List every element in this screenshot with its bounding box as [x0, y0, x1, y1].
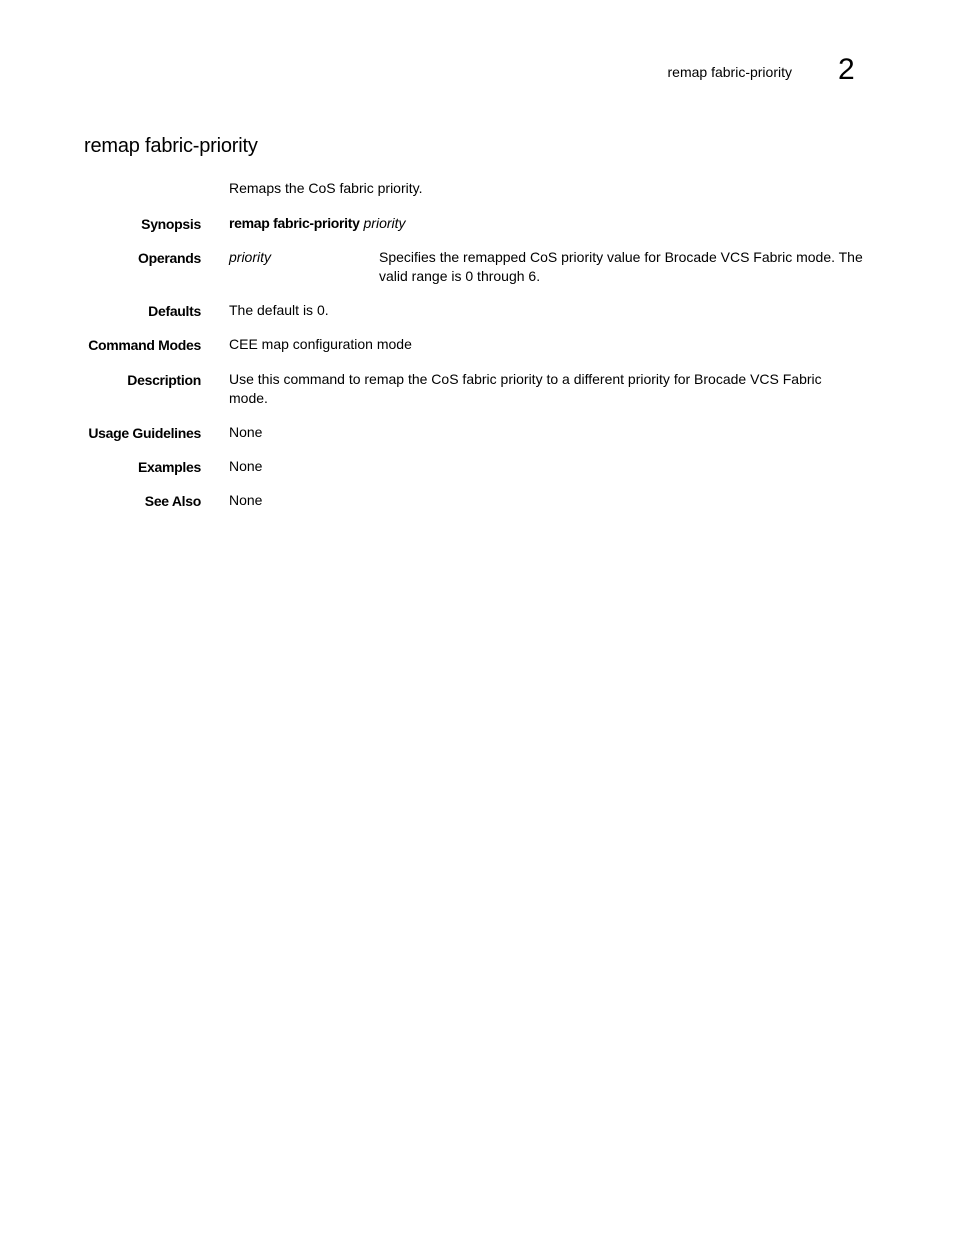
command-modes-label: Command Modes — [88, 337, 201, 353]
description-value: Use this command to remap the CoS fabric priority to a different priority for Brocade VCS Fabric mode. — [229, 371, 822, 406]
defaults-value: The default is 0. — [229, 302, 329, 318]
synopsis-value — [229, 214, 406, 233]
synopsis-argument: priority — [363, 215, 406, 231]
chapter-number: 2 — [838, 53, 855, 86]
operands-label: Operands — [138, 250, 201, 266]
defaults-label: Defaults — [148, 303, 201, 319]
command-modes-value: CEE map configuration mode — [229, 336, 412, 352]
description-label: Description — [127, 372, 201, 388]
usage-guidelines-value: None — [229, 424, 263, 440]
synopsis-label: Synopsis — [141, 216, 201, 232]
running-header: remap fabric-priority — [667, 64, 792, 80]
examples-value: None — [229, 458, 263, 474]
operand-name: priority — [229, 249, 272, 265]
page-title: remap fabric-priority — [84, 135, 258, 157]
command-summary: Remaps the CoS fabric priority. — [229, 180, 423, 196]
usage-guidelines-label: Usage Guidelines — [88, 425, 201, 441]
examples-label: Examples — [138, 459, 201, 475]
operand-description: Specifies the remapped CoS priority value for Brocade VCS Fabric mode. The valid range is 0 through 6. — [379, 249, 863, 284]
synopsis-command: remap fabric-priority — [229, 215, 360, 231]
see-also-label: See Also — [144, 493, 201, 509]
see-also-value: None — [229, 492, 263, 508]
